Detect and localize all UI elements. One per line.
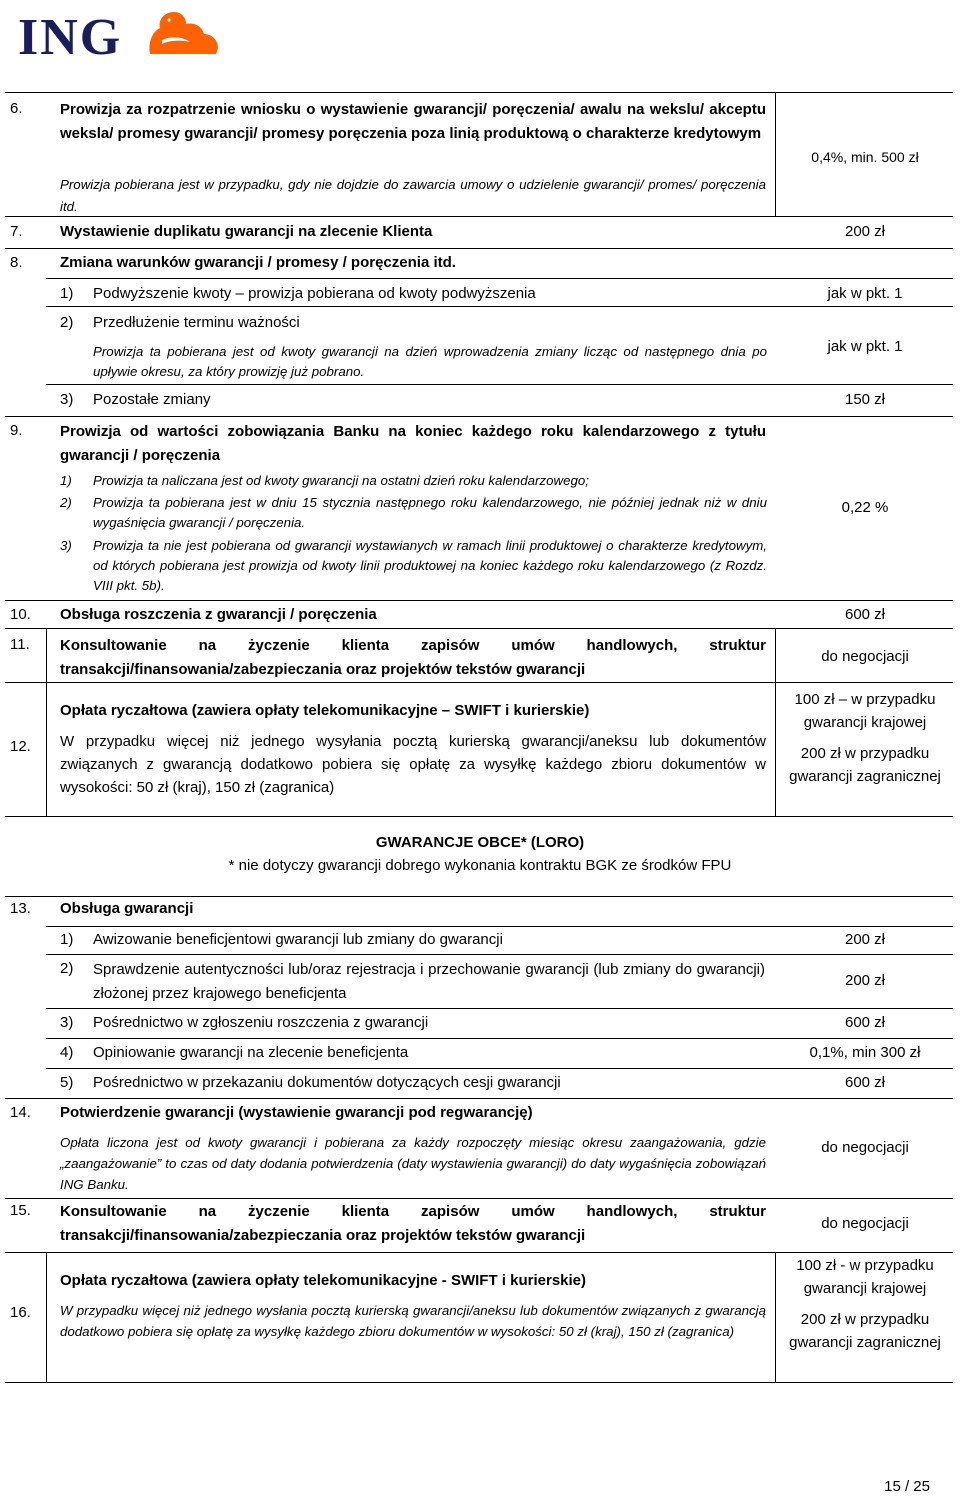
row-number: 8. [10,254,23,271]
sub-number: 3) [60,1014,74,1031]
row-number: 14. [10,1104,31,1121]
row-9-item-2: Prowizja ta pobierana jest w dniu 15 stycznia następnego roku kalendarzowego, nie później jednak niż w dniu wygaśnięcia gwarancji / poręczenia. [93,495,767,530]
row-11-value: do negocjacji [821,648,909,665]
row-number: 13. [10,900,31,917]
page-number: 15 / 25 [884,1478,930,1495]
row-13-sub-1: Awizowanie beneficjentowi gwarancji lub zmiany do gwarancji [93,931,503,948]
sub-number: 1) [60,931,74,948]
row-16-note: W przypadku więcej niż jednego wysłania pocztą kurierską gwarancji/aneksu lub dokumentów związanych z gwarancją dodatkowo pobiera się opłatę za wysyłkę każdego zbioru dokumentów w wysokości: 50 zł (kraj), 150 zł (zagranica) [60,1303,766,1339]
sub-number: 2) [60,495,72,510]
row-9-title: Prowizja od wartości zobowiązania Banku na koniec każdego roku kalendarzowego z tytułu gwarancji / poręczenia [60,423,766,464]
sub-number: 4) [60,1044,74,1061]
sub-number: 2) [60,960,74,977]
row-16-title: Opłata ryczałtowa (zawiera opłaty telekomunikacyjne - SWIFT i kurierskie) [60,1272,587,1289]
row-9-item-1: Prowizja ta naliczana jest od kwoty gwarancji na ostatni dzień roku kalendarzowego; [93,473,589,488]
row-14-value: do negocjacji [821,1139,909,1156]
row-7-title: Wystawienie duplikatu gwarancji na zlecenie Klienta [60,223,433,240]
row-13-sub-5: Pośrednictwo w przekazaniu dokumentów dotyczących cesji gwarancji [93,1074,561,1091]
sub-number: 1) [60,285,74,302]
row-13-sub-5-value: 600 zł [844,1074,886,1091]
lion-icon [142,6,224,58]
row-15-value: do negocjacji [821,1215,909,1232]
row-9-value: 0,22 % [841,499,889,516]
row-12-value-1: 100 zł – w przypadku gwarancji krajowej [794,691,936,731]
row-13-sub-1-value: 200 zł [844,931,886,948]
row-number: 11. [10,636,30,653]
row-16-value-1: 100 zł - w przypadku gwarancji krajowej [796,1257,934,1297]
row-8-sub-2-note: Prowizja ta pobierana jest od kwoty gwarancji na dzień wprowadzenia zmiany licząc od następnego dnia po upływie okresu, za który prowizję już pobrano. [93,344,767,379]
row-8-sub-3-label: Pozostałe zmiany [93,391,211,408]
row-7-value: 200 zł [844,223,886,240]
row-13-sub-2: Sprawdzenie autentyczności lub/oraz rejestracja i przechowanie gwarancji (lub zmiany do gwarancji) złożonej przez krajowego beneficjenta [93,961,765,1002]
row-number: 6. [10,100,23,117]
row-13-title: Obsługa gwarancji [60,900,194,917]
section-note: * nie dotyczy gwarancji dobrego wykonania kontraktu BGK ze środków FPU [228,857,732,874]
row-12-value-2: 200 zł w przypadku gwarancji zagranicznej [789,745,941,785]
row-8-sub-2-label: Przedłużenie terminu ważności [93,314,300,331]
row-8-title: Zmiana warunków gwarancji / promesy / poręczenia itd. [60,254,456,271]
sub-number: 2) [60,314,74,331]
row-14-title: Potwierdzenie gwarancji (wystawienie gwarancji pod regwarancję) [60,1104,533,1121]
row-10-value: 600 zł [844,606,886,623]
row-6-note: Prowizja pobierana jest w przypadku, gdy nie dojdzie do zawarcia umowy o udzielenie gwarancji/ promes/ poręczenia itd. [60,177,766,214]
row-11-title: Konsultowanie na życzenie klienta zapisów umów handlowych, struktur transakcji/finansowania/zabezpieczania oraz projektów tekstów gwarancji [60,637,766,678]
row-16-value-2: 200 zł w przypadku gwarancji zagranicznej [789,1311,941,1351]
sub-number: 3) [60,538,72,553]
row-8-sub-2-value: jak w pkt. 1 [827,338,903,355]
row-8-sub-1-value: jak w pkt. 1 [827,285,903,302]
row-13-sub-3: Pośrednictwo w zgłoszeniu roszczenia z gwarancji [93,1014,429,1031]
section-heading: GWARANCJE OBCE* (LORO) [375,834,585,851]
row-number: 7. [10,223,23,240]
row-13-sub-4: Opiniowanie gwarancji na zlecenie beneficjenta [93,1044,409,1061]
row-6-title: Prowizja za rozpatrzenie wniosku o wystawienie gwarancji/ poręczenia/ awalu na wekslu/ akceptu weksla/ promesy gwarancji/ promesy poręczenia poza linią produktową o charakterze kredytowym [60,101,766,142]
row-number: 9. [10,422,23,439]
sub-number: 5) [60,1074,74,1091]
row-number: 10. [10,606,31,623]
row-13-sub-3-value: 600 zł [844,1014,886,1031]
ing-logo-text: ING [18,9,123,66]
row-12-title: Opłata ryczałtowa (zawiera opłaty telekomunikacyjne – SWIFT i kurierskie) [60,702,590,719]
row-15-title: Konsultowanie na życzenie klienta zapisów umów handlowych, struktur transakcji/finansowania/zabezpieczania oraz projektów tekstów gwarancji [60,1203,766,1244]
row-6-value: 0,4%, min. 500 zł [811,149,919,165]
row-13-sub-4-value: 0,1%, min 300 zł [809,1044,921,1061]
row-8-sub-3-value: 150 zł [844,391,886,408]
row-10-title: Obsługa roszczenia z gwarancji / poręczenia [60,606,377,623]
row-12-text: W przypadku więcej niż jednego wysyłania pocztą kurierską gwarancji/aneksu lub dokumentów związanych z gwarancją dodatkowo pobiera się opłatę za wysyłkę każdego zbioru dokumentów w wysokości: 50 zł (kraj), 150 zł (zagranica) [60,733,766,796]
sub-number: 3) [60,391,74,408]
row-13-sub-2-value: 200 zł [844,972,886,989]
row-9-item-3: Prowizja ta nie jest pobierana od gwarancji wystawianych w ramach linii produktowej o charakterze kredytowym, od których pobierana jest prowizja od kwoty linii produktowej na koniec każdego roku kalendarzowego (z Rozdz. VIII pkt. 5b). [93,538,767,593]
row-8-sub-1-label: Podwyższenie kwoty – prowizja pobierana od kwoty podwyższenia [93,285,536,302]
row-14-note: Opłata liczona jest od kwoty gwarancji i pobierana za każdy rozpoczęty miesiąc okresu zaangażowania, gdzie „zaangażowanie” to czas od daty dodania potwierdzenia (daty wystawienia gwarancji) do daty wygaśnięcia zobowiązań ING Banku. [60,1135,766,1192]
row-number: 16. [10,1304,31,1321]
row-number: 15. [10,1202,31,1219]
row-number: 12. [10,738,31,755]
sub-number: 1) [60,473,72,488]
